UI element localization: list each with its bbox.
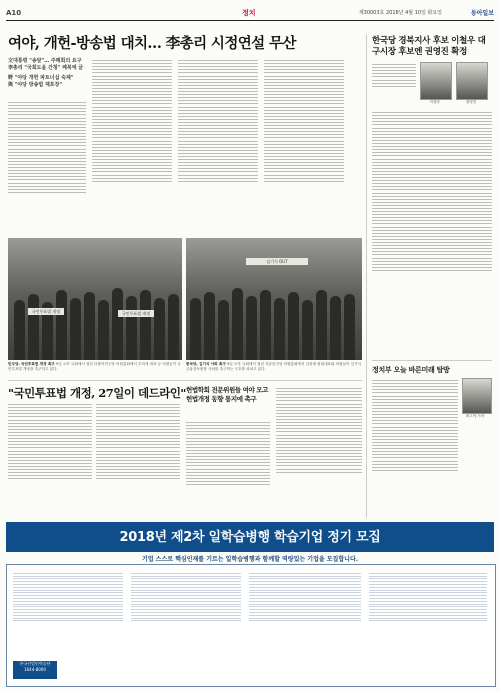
body-column (186, 420, 270, 514)
paper-logo: 동아일보 (470, 10, 494, 17)
caption-title: 한국당, 김기식 사퇴 촉구 (186, 362, 226, 366)
page-number: A10 (6, 9, 22, 17)
news-photo (8, 238, 182, 360)
date-line: 제30003호 2018년 4월 10일 화요일 (358, 10, 442, 16)
section-rule (8, 380, 362, 381)
sidebar-portrait (462, 378, 492, 414)
photo-caption (186, 362, 362, 372)
body-column (92, 58, 172, 234)
subhead: 與 "야당 방송법 재포장" (8, 82, 63, 88)
portrait-name: 이철우 (429, 100, 441, 104)
sidebar-portrait (456, 62, 488, 100)
sidebar-portrait (420, 62, 452, 100)
body-column (276, 386, 362, 514)
news-photo (186, 238, 362, 360)
header-rule (6, 20, 494, 21)
portrait-name: 권영진 (465, 100, 477, 104)
caption-title: 민주당, 국민투표법 개정 촉구 (8, 362, 55, 366)
protest-placard: 국민투표법 개정 (118, 310, 154, 317)
protest-placard: 김기식 OUT (246, 258, 308, 265)
subhead: 文대통령 "송달"… 주례회의 요구 (8, 58, 82, 64)
sidebar-rule (372, 360, 492, 361)
sidebar-text (372, 110, 492, 346)
secondary-headline: "국민투표법 개정, 27일이 데드라인" (8, 386, 186, 400)
ad-subtitle: 기업 스스로 핵심인재를 기르는 일학습병행과 함께할 역량있는 기업을 모집합니다. (141, 556, 359, 563)
sidebar-bottom-headline: 정치부 오늘 바른미래 탐방 (372, 365, 450, 374)
sidebar-divider (366, 34, 367, 518)
main-subheads (8, 58, 86, 89)
main-headline: 여야, 개헌-방송법 대치… 李총리 시정연설 무산 (8, 35, 296, 52)
body-column (8, 402, 92, 514)
protest-placard: 국민투표법 개정 (28, 308, 64, 315)
caption-text: 9일 오후 국회에서 열린 더불어민주당 의원총회에서 추미애 대표 등 의원들이 국민투표법 개정을 촉구하고 있다. (8, 362, 181, 371)
subhead: 李총리 "국회도움 간청" 페북에 글 (8, 65, 84, 71)
body-column (96, 402, 180, 514)
photo-caption (8, 362, 182, 372)
subhead: 野 "야당 개헌 파트너십 숙제" (8, 75, 74, 81)
body-column (264, 58, 344, 234)
sidebar-text (372, 62, 416, 106)
mid-headline: 헌법학회 전문위원들 여야 모고 헌법개정 동향 통지에 촉구 (186, 386, 269, 403)
section-label: 정치 (242, 9, 256, 17)
body-column (8, 100, 86, 234)
sidebar-headline: 한국당 경북지사 후보 이철우 대구시장 후보엔 권영진 확정 (372, 36, 486, 57)
body-column (178, 58, 258, 234)
ad-body (6, 564, 496, 687)
sidebar-text (372, 378, 458, 514)
sidebar-byline: 최고야 기자 (465, 414, 485, 418)
page-header (6, 6, 494, 20)
ad-badge: 한국산업인력공단 1644-8000 (13, 661, 57, 679)
ad-title: 2018년 제2차 일학습병행 학습기업 정기 모집 (119, 530, 381, 545)
caption-text: 9일 오후 국회에서 열린 자유한국당 의원총회에서 김성태 원내대표와 의원들이 김기식 금융감독원장 사퇴를 촉구하는 구호를 외치고 있다. (186, 362, 362, 371)
